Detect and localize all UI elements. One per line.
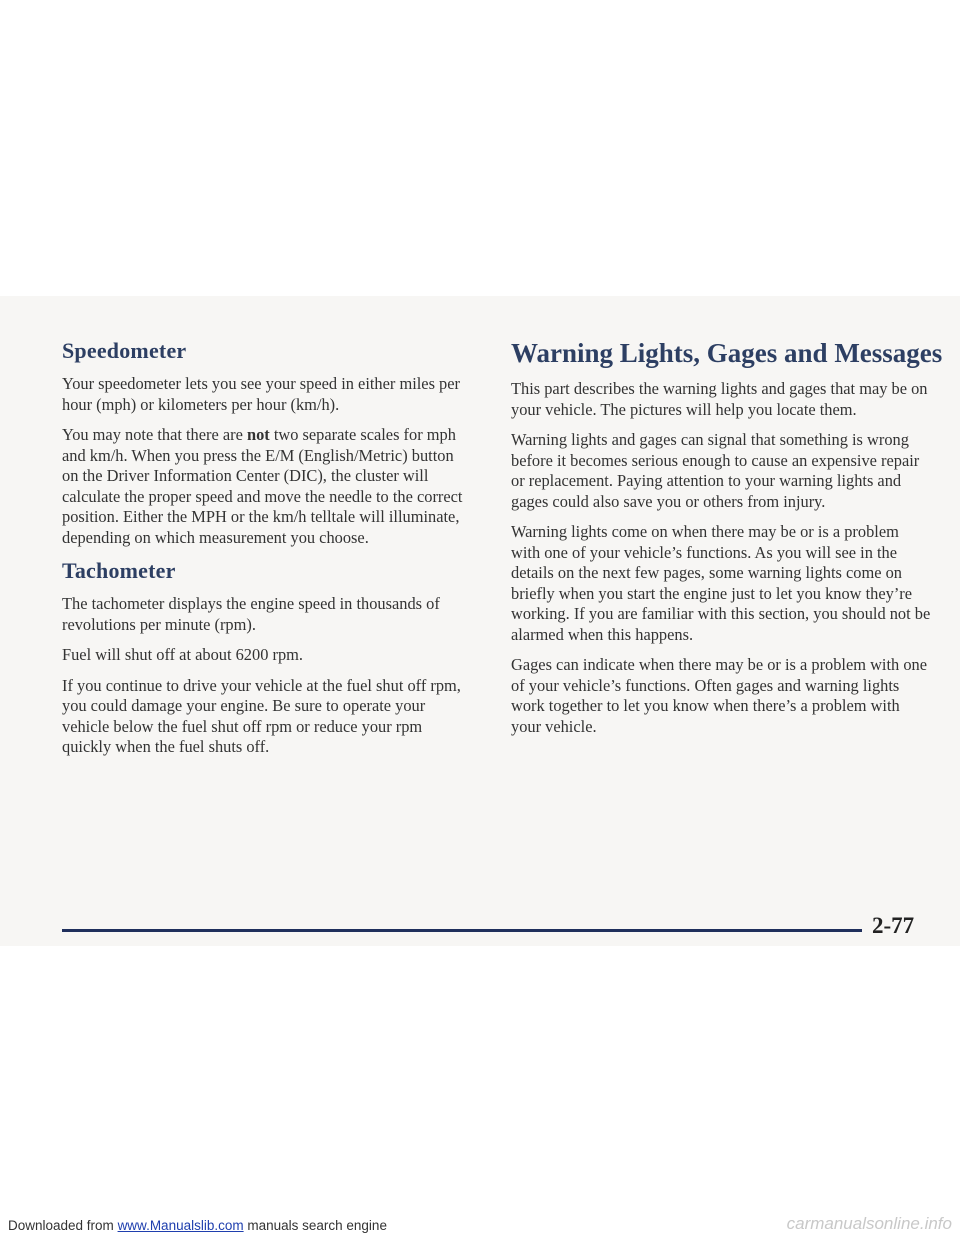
- tachometer-paragraph-2: Fuel will shut off at about 6200 rpm.: [62, 645, 303, 664]
- footer-prefix: Downloaded from: [8, 1218, 118, 1233]
- right-column: [511, 338, 943, 747]
- speedometer-p2-start: You may note that there are: [62, 425, 247, 444]
- page-number: 2-77: [872, 913, 915, 938]
- tachometer-paragraph-1: The tachometer displays the engine speed in thousands of revolutions per minute (rpm).: [62, 594, 440, 634]
- watermark: carmanualsonline.info: [786, 1214, 952, 1233]
- manualslib-link[interactable]: www.Manualslib.com: [117, 1218, 244, 1233]
- warning-paragraph-4: Gages can indicate when there may be or is a problem with one of your vehicle’s functions. Often gages and warning lights work together to let you know when there’s a problem with your vehicle.: [511, 655, 927, 736]
- warning-paragraph-2: Warning lights and gages can signal that something is wrong before it becomes serious enough to cause an expensive repair or replacement. Paying attention to your warning lights and gages could also save you or others from injury.: [511, 430, 920, 511]
- speedometer-paragraph-2: [62, 425, 474, 548]
- tachometer-paragraph-3: If you continue to drive your vehicle at the fuel shut off rpm, you could damage your engine. Be sure to operate your vehicle below the fuel shut off rpm or reduce your rpm quickly when the fuel shuts off.: [62, 675, 461, 756]
- left-column: [62, 338, 474, 768]
- footer-rule: [62, 929, 862, 932]
- speedometer-p2-end: two separate scales for mph and km/h. When you press the E/M (English/Metric) button on the Driver Information Center (DIC), the cluster will calculate the proper speed and move the needle to the correct position. Either the MPH or the km/h telltale will illuminate, depending on which measurement you choose.: [62, 425, 463, 547]
- tachometer-heading: Tachometer: [62, 558, 176, 583]
- speedometer-paragraph-1: Your speedometer lets you see your speed in either miles per hour (mph) or kilometers per hour (km/h).: [62, 374, 460, 414]
- warning-paragraph-1: This part describes the warning lights and gages that may be on your vehicle. The pictures will help you locate them.: [511, 379, 928, 419]
- speedometer-p2-emphasis: not: [246, 425, 270, 444]
- footer-suffix: manuals search engine: [243, 1218, 387, 1233]
- speedometer-heading: Speedometer: [62, 338, 187, 363]
- download-footer: [8, 1218, 387, 1233]
- warning-paragraph-3: Warning lights come on when there may be or is a problem with one of your vehicle’s functions. As you will see in the details on the next few pages, some warning lights come on briefly when you start the engine just to let you know they’re working. If you are familiar with this section, you should not be alarmed when this happens.: [511, 522, 931, 644]
- warning-lights-heading: Warning Lights, Gages and Messages: [511, 338, 943, 368]
